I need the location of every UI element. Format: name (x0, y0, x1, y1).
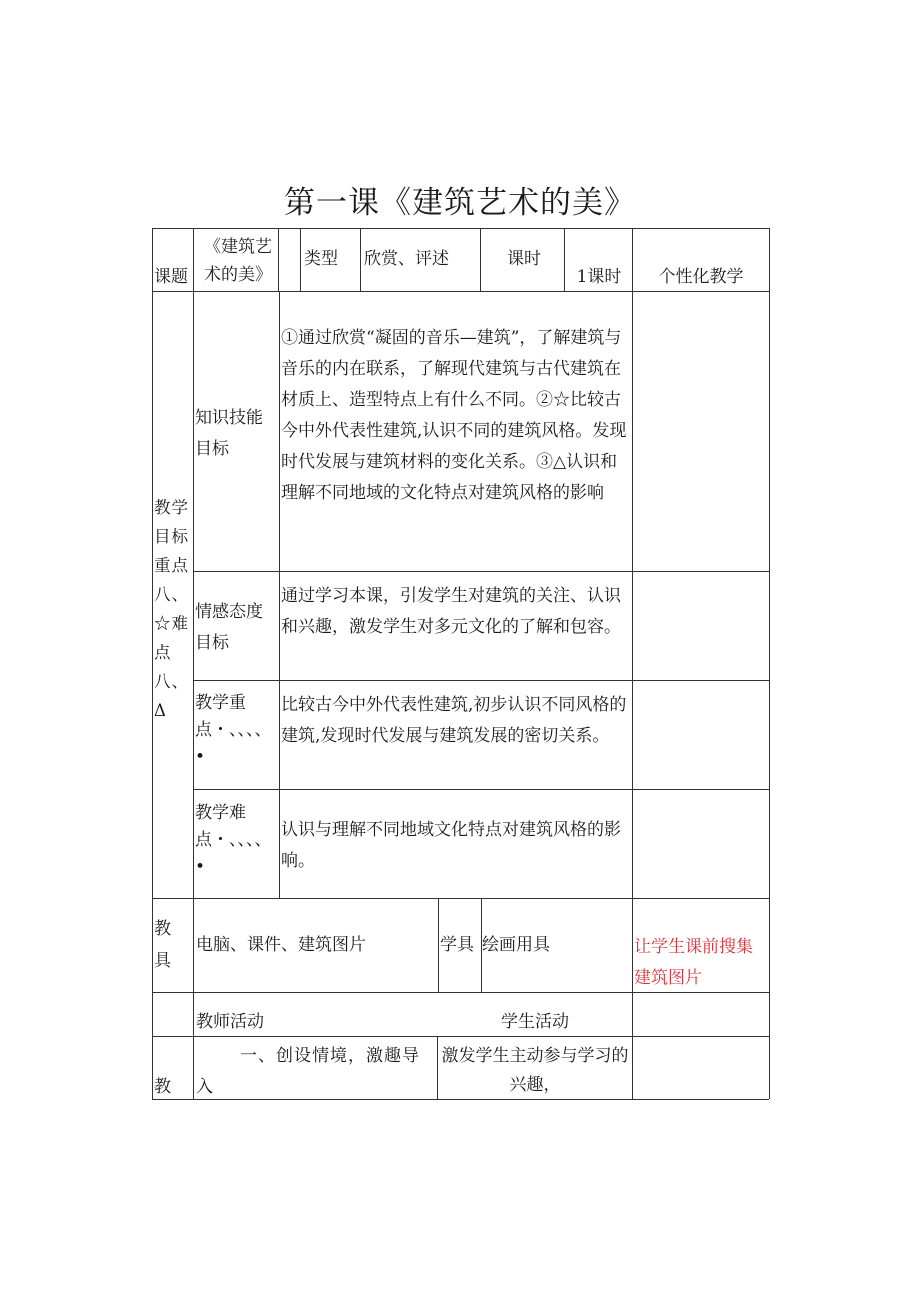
difficulty-label: 教学难点・、、、、• (195, 803, 272, 877)
difficulty-content: 认识与理解不同地域文化特点对建筑风格的影响。 (281, 820, 621, 871)
key-point-content: 比较古今中外代表性建筑,初步认识不同风格的建筑,发现时代发展与建筑发展的密切关系。 (281, 695, 627, 746)
emotion-goal-content: 通过学习本课，引发学生对建筑的关注、认识和兴趣，激发学生对多元文化的了解和包容。 (281, 586, 621, 637)
student-activity-header: 学生活动 (501, 1012, 569, 1032)
teaching-tools-value: 电脑、课件、建筑图片 (196, 935, 366, 955)
type-label: 类型 (304, 249, 338, 269)
process-label: 教 (154, 1077, 171, 1097)
student-tools-label: 学具 (440, 935, 474, 955)
topic-label: 课题 (154, 267, 188, 287)
teaching-tools-label: 教具 (154, 919, 171, 971)
knowledge-goal-label: 知识技能目标 (195, 408, 263, 459)
hours-label: 课时 (507, 249, 541, 269)
preparation-note: 让学生课前搜集建筑图片 (634, 937, 753, 988)
key-point-label: 教学重点・、、、、• (195, 693, 272, 767)
emotion-goal-label: 情感态度目标 (195, 602, 263, 653)
student-tools-value: 绘画用具 (482, 935, 550, 955)
type-value: 欣赏、评述 (364, 249, 449, 269)
page-title: 第一课《建筑艺术的美》 (284, 185, 636, 221)
student-activity-item: 激发学生主动参与学习的兴趣， (441, 1046, 629, 1095)
teacher-activity-header: 教师活动 (196, 1012, 264, 1032)
hours-value: 1课时 (576, 267, 622, 287)
personal-teaching-label: 个性化教学 (658, 267, 744, 287)
objectives-side-label: 教学目标重点八、☆难点八、Δ (154, 498, 189, 720)
knowledge-goal-content: ①通过欣赏“凝固的音乐—建筑”，了解建筑与音乐的内在联系，了解现代建筑与古代建筑在材质上、造型特点上有什么不同。②☆比较古今中外代表性建筑,认识不同的建筑风格。发现时代发展与建筑材料的变化关系。③△认识和理解不同地域的文化特点对建筑风格的影响 (281, 328, 627, 503)
teacher-activity-item: 一、创设情境，激趣导入 (196, 1046, 420, 1097)
topic-value: 《建筑艺术的美》 (204, 237, 272, 285)
